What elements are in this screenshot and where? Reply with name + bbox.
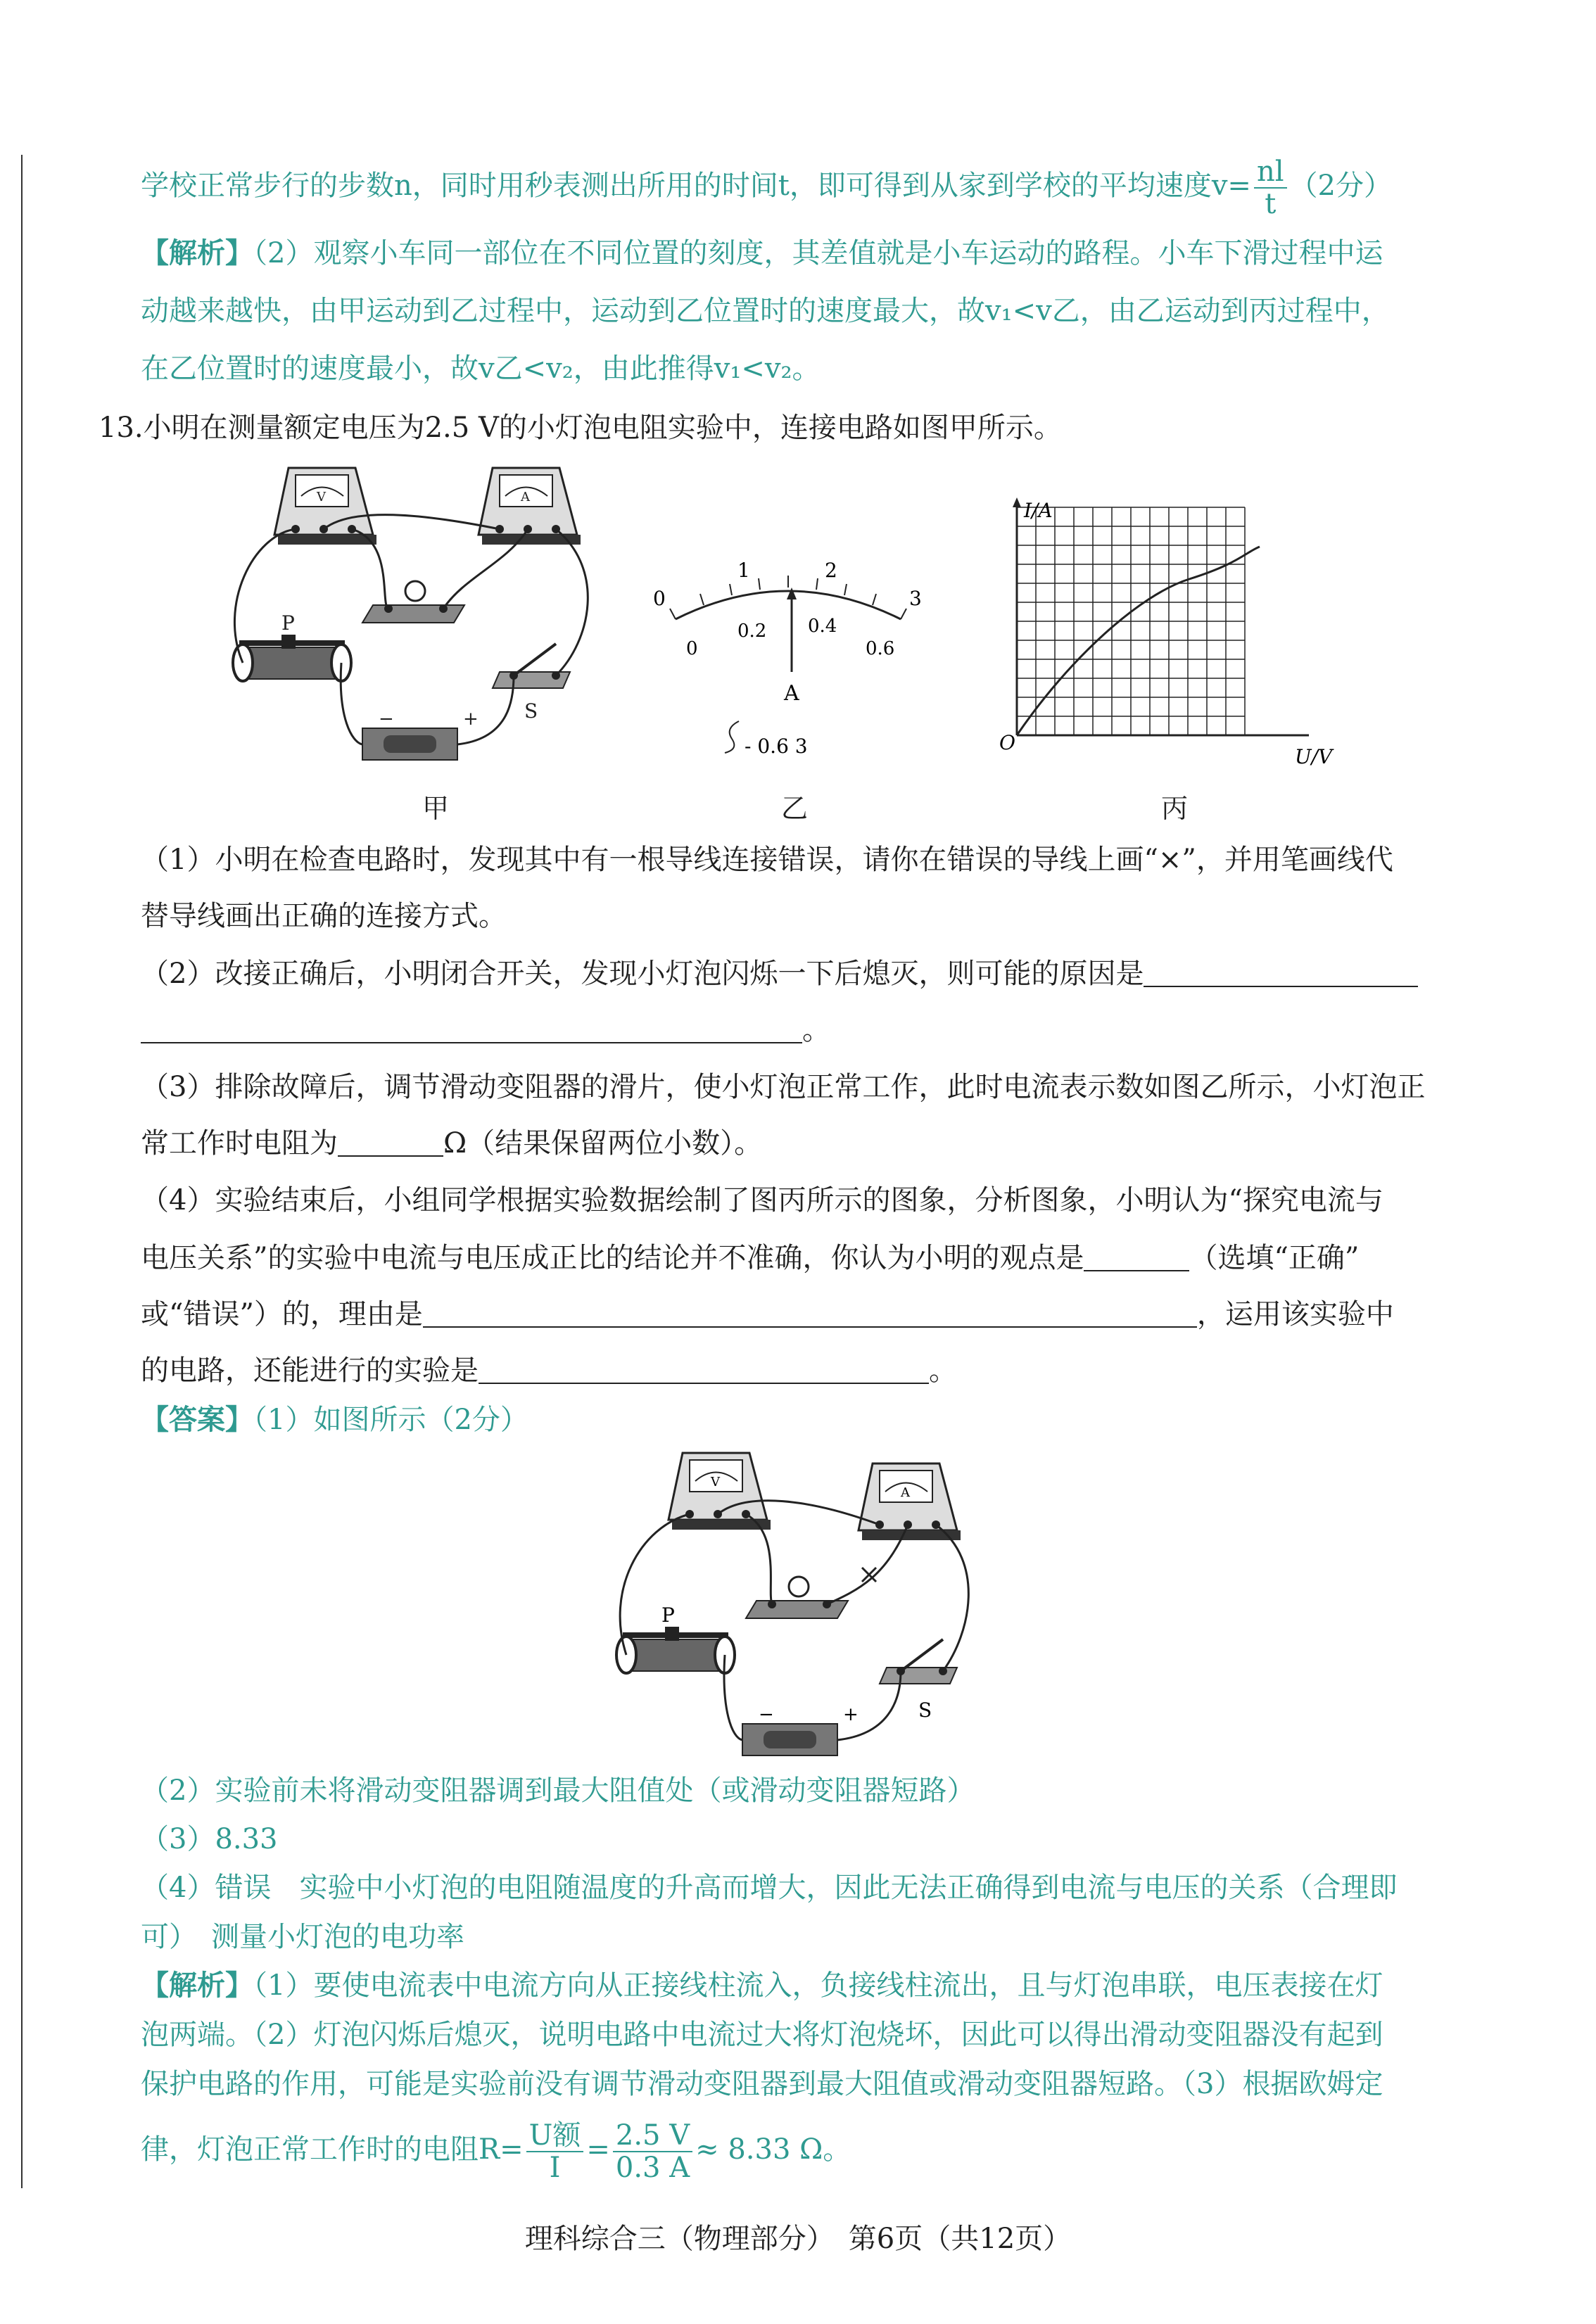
dial-unit: A (784, 681, 799, 706)
part2-line1 (141, 953, 1450, 995)
battery-minus-label: − (759, 1704, 774, 1725)
top-analysis-line2: 动越来越快，由甲运动到乙过程中，运动到乙位置时的速度最大，故v₁<v乙，由乙运动到丙过程中， (141, 295, 1390, 327)
bulb-icon (746, 1577, 848, 1618)
part4-line2 (141, 1237, 1450, 1279)
corrected-circuit-figure (605, 1449, 999, 1773)
fraction-numerator: U额 (526, 2120, 584, 2152)
part4-text: 电压关系”的实验中电流与电压成正比的结论并不准确，你认为小明的观点是 (141, 1242, 1084, 1274)
page-footer: 理科综合三（物理部分） 第6页（共12页） (524, 2223, 1072, 2255)
answer-text: （1）如图所示（2分） (253, 1404, 528, 1436)
fraction-denominator: 0.3 A (615, 2152, 690, 2184)
needle-tip (787, 588, 797, 599)
answer-tag: 【答案】 (141, 1403, 253, 1436)
top-tick-0: 0 (653, 587, 666, 610)
voltmeter-label: V (711, 1475, 720, 1490)
switch-label: S (918, 1698, 932, 1722)
part4-line1: （4）实验结束后，小组同学根据实验数据绘制了图丙所示的图象，分析图象，小明认为“探究电流与 (141, 1184, 1383, 1217)
part3-line2 (141, 1122, 1450, 1164)
period: 。 (929, 1354, 957, 1387)
top-answer-line1 (141, 156, 1450, 220)
top-tick-2: 2 (825, 559, 837, 582)
rheostat-icon (616, 1604, 735, 1673)
x-axis-label: U/V (1295, 745, 1333, 768)
dial-arc (676, 591, 901, 619)
score-note: （2分） (1289, 170, 1392, 202)
answer-line4: （4）错误 实验中小灯泡的电阻随温度的升高而增大，因此无法正确得到电流与电压的关系（合理即 (141, 1872, 1398, 1904)
part4-line4 (141, 1350, 1450, 1392)
answer-analysis-line1 (141, 1964, 1450, 2007)
dial-terminals: - 0.6 3 (745, 735, 808, 758)
answer-blank[interactable] (1144, 958, 1418, 987)
result-text: ≈ 8.33 Ω。 (695, 2133, 851, 2166)
battery-plus-label: + (463, 709, 479, 730)
resistance-fraction-numeric (613, 2120, 692, 2183)
iu-curve (1017, 547, 1260, 735)
slider-label: P (281, 611, 295, 635)
ammeter-label: A (901, 1485, 910, 1500)
caption-bing: 丙 (1161, 793, 1189, 824)
circuit-figure-jia (211, 464, 605, 781)
origin-label: O (999, 731, 1015, 754)
answer-blank[interactable] (423, 1298, 1197, 1328)
answer-line1 (141, 1399, 1450, 1441)
battery-plus-label: + (843, 1704, 859, 1725)
analysis-tag: 【解析】 (141, 1969, 253, 2002)
part4-text: 的电路，还能进行的实验是 (141, 1354, 479, 1387)
graph-grid (1017, 507, 1245, 735)
bottom-tick-1: 0.2 (737, 621, 767, 642)
left-margin-rule (21, 155, 23, 2188)
battery-minus-label: − (379, 709, 394, 730)
fraction-denominator: I (549, 2152, 561, 2184)
rheostat-icon (233, 611, 351, 681)
bottom-tick-0: 0 (686, 638, 698, 659)
part4-text-end: ，运用该实验中 (1196, 1298, 1394, 1331)
answer-blank[interactable] (338, 1127, 443, 1157)
caption-yi: 乙 (781, 793, 809, 824)
analysis-tag: 【解析】 (141, 236, 253, 269)
part4-line3 (141, 1293, 1450, 1335)
top-analysis-line1 (141, 232, 1450, 274)
svg-text:A: A (521, 490, 530, 504)
battery-icon (742, 1704, 859, 1755)
part1-line2: 替导线画出正确的连接方式。 (141, 900, 507, 932)
svg-text:V: V (317, 490, 326, 504)
analysis-text: （1）要使电流表中电流方向从正接线柱流入，负接线柱流出，且与灯泡串联，电压表接在灯 (253, 1969, 1383, 2002)
question-stem: 13.小明在测量额定电压为2.5 V的小灯泡电阻实验中，连接电路如图甲所示。 (99, 412, 1062, 444)
resistance-fraction-symbolic (526, 2120, 584, 2183)
iu-graph-figure-bing (985, 496, 1351, 770)
switch-icon (493, 644, 570, 723)
ammeter-dial-figure-yi (633, 549, 943, 767)
answer-blank[interactable] (479, 1354, 929, 1384)
part3-text: 常工作时电阻为 (141, 1127, 338, 1160)
analysis-text: 律，灯泡正常工作时的电阻R= (141, 2133, 524, 2166)
part2-line2 (141, 1009, 1450, 1051)
answer-blank[interactable] (1084, 1242, 1189, 1271)
part4-text: 或“错误”）的，理由是 (141, 1298, 423, 1331)
fraction-numerator: nl (1254, 156, 1287, 189)
answer-analysis-line2: 泡两端。（2）灯泡闪烁后熄灭，说明电路中电流过大将灯泡烧坏，因此可以得出滑动变阻器没有起到 (141, 2019, 1383, 2051)
top-tick-3: 3 (909, 587, 922, 610)
top-answer-text: 学校正常步行的步数n，同时用秒表测出所用的时间t，即可得到从家到学校的平均速度v= (141, 170, 1251, 202)
part4-text-end: （选填“正确” (1189, 1242, 1360, 1274)
period: 。 (802, 1014, 830, 1046)
bottom-tick-3: 0.6 (866, 638, 895, 659)
bottom-tick-2: 0.4 (808, 616, 837, 637)
slider-label: P (661, 1604, 675, 1627)
answer-blank[interactable] (141, 1014, 802, 1043)
speed-fraction (1254, 156, 1287, 220)
part3-text-end: Ω（结果保留两位小数）。 (443, 1127, 763, 1160)
part3-line1: （3）排除故障后，调节滑动变阻器的滑片，使小灯泡正常工作，此时电流表示数如图乙所示，小灯泡正 (141, 1071, 1426, 1103)
part1-line1: （1）小明在检查电路时，发现其中有一根导线连接错误，请你在错误的导线上画“×”，并用笔画线代 (141, 844, 1393, 876)
answer-analysis-line4 (141, 2118, 1450, 2183)
top-tick-1: 1 (737, 559, 750, 582)
part2-text: （2）改接正确后，小明闭合开关，发现小灯泡闪烁一下后熄灭，则可能的原因是 (141, 958, 1144, 990)
battery-icon (362, 709, 479, 760)
caption-jia: 甲 (422, 793, 450, 824)
answer-line2: （2）实验前未将滑动变阻器调到最大阻值处（或滑动变阻器短路） (141, 1774, 975, 1807)
fraction-denominator: t (1265, 188, 1277, 220)
equals-sign: = (586, 2133, 610, 2166)
ammeter-icon (479, 468, 581, 545)
answer-line3: （3）8.33 (141, 1823, 278, 1855)
fraction-numerator: 2.5 V (613, 2120, 692, 2152)
switch-label: S (524, 699, 538, 723)
ammeter-icon (859, 1463, 961, 1540)
answer-line5: 可） 测量小灯泡的电功率 (141, 1921, 464, 1953)
top-analysis-line3: 在乙位置时的速度最小，故v乙<v₂，由此推得v₁<v₂。 (141, 353, 821, 385)
answer-analysis-line3: 保护电路的作用，可能是实验前没有调节滑动变阻器到最大阻值或滑动变阻器短路。（3）根据欧姆定 (141, 2068, 1383, 2100)
voltmeter-icon (669, 1453, 771, 1530)
y-axis-label: I/A (1024, 499, 1053, 522)
analysis-text: （2）观察小车同一部位在不同位置的刻度，其差值就是小车运动的路程。小车下滑过程中运 (253, 237, 1383, 269)
